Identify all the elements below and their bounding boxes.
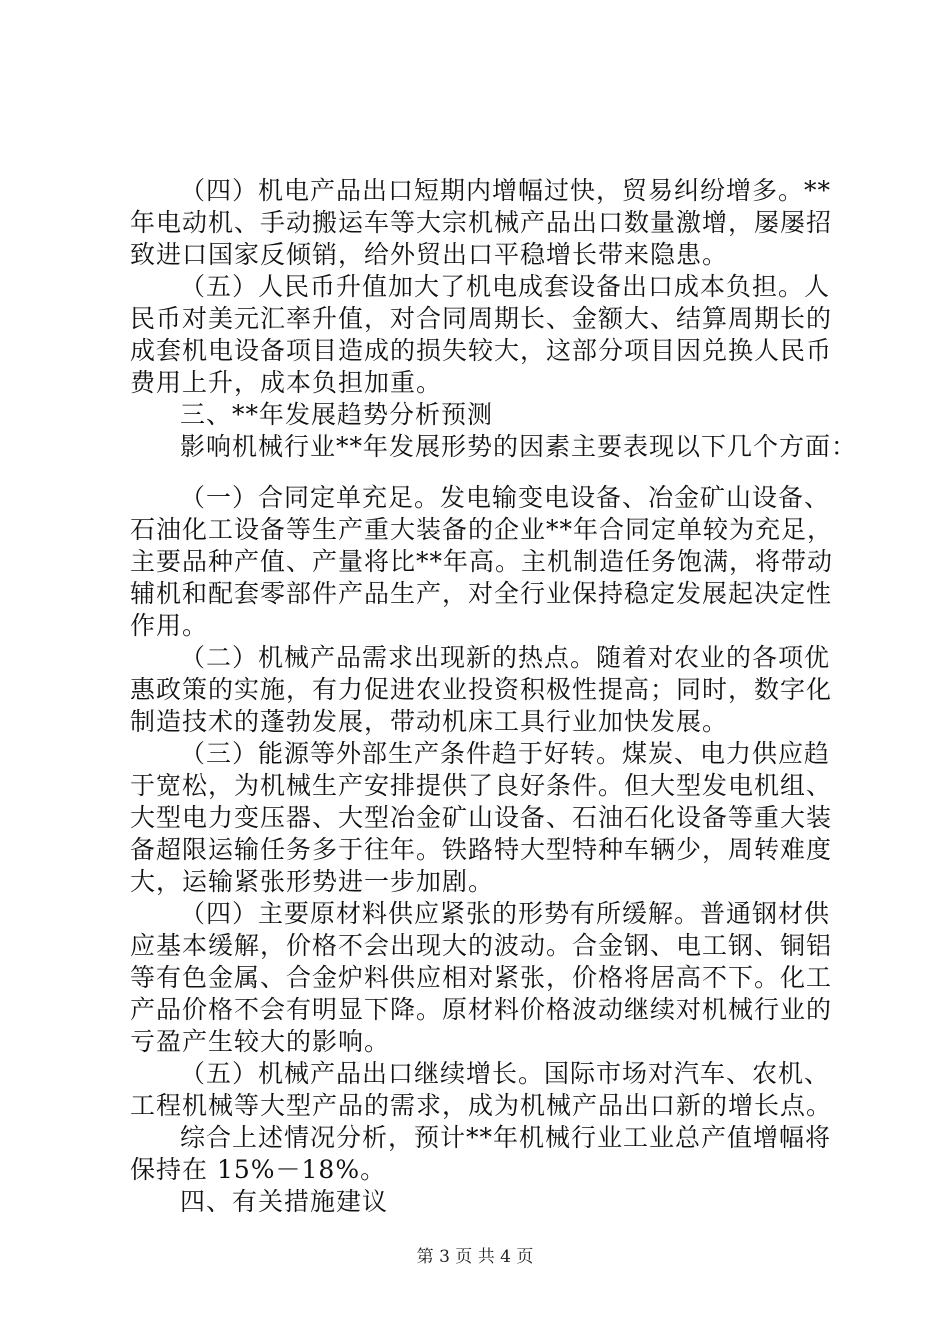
paragraph-line: 等有色金属、合金炉料供应相对紧张，价格将居高不下。化工 bbox=[130, 963, 833, 992]
paragraph-line: （二）机械产品需求出现新的热点。随着对农业的各项优 bbox=[180, 643, 831, 672]
paragraph-line: 备超限运输任务多于往年。铁路特大型特种车辆少，周转难度 bbox=[130, 835, 833, 864]
paragraph-line: 工程机械等大型产品的需求，成为机械产品出口新的增长点。 bbox=[130, 1091, 833, 1120]
paragraph-line: （一）合同定单充足。发电输变电设备、冶金矿山设备、 bbox=[180, 483, 831, 512]
paragraph-line: 惠政策的实施，有力促进农业投资积极性提高；同时，数字化 bbox=[130, 675, 833, 704]
page-footer: 第 3 页 共 4 页 bbox=[416, 1247, 534, 1267]
section-heading: 四、有关措施建议 bbox=[180, 1187, 389, 1216]
paragraph-line: 费用上升，成本负担加重。 bbox=[130, 368, 443, 397]
paragraph-line: 主要品种产值、产量将比**年高。主机制造任务饱满，将带动 bbox=[130, 547, 834, 576]
paragraph-line: 影响机械行业**年发展形势的因素主要表现以下几个方面： bbox=[180, 432, 858, 461]
paragraph-line: （四）机电产品出口短期内增幅过快，贸易纠纷增多。** bbox=[180, 176, 832, 205]
paragraph-line: 应基本缓解，价格不会出现大的波动。合金钢、电工钢、铜铝 bbox=[130, 931, 833, 960]
paragraph-line: 亏盈产生较大的影响。 bbox=[130, 1027, 391, 1056]
paragraph-line: 制造技术的蓬勃发展，带动机床工具行业加快发展。 bbox=[130, 707, 729, 736]
paragraph-line: 大，运输紧张形势进一步加剧。 bbox=[130, 867, 495, 896]
paragraph-line: 石油化工设备等生产重大装备的企业**年合同定单较为充足， bbox=[130, 515, 834, 544]
paragraph-line: 产品价格不会有明显下降。原材料价格波动继续对机械行业的 bbox=[130, 995, 833, 1024]
paragraph-line: （五）人民币升值加大了机电成套设备出口成本负担。人 bbox=[180, 272, 831, 301]
paragraph-line: 年电动机、手动搬运车等大宗机械产品出口数量激增，屡屡招 bbox=[130, 208, 833, 237]
paragraph-line: 辅机和配套零部件产品生产，对全行业保持稳定发展起决定性 bbox=[130, 579, 833, 608]
paragraph-line: 综合上述情况分析，预计**年机械行业工业总产值增幅将 bbox=[180, 1123, 832, 1152]
paragraph-line: （五）机械产品出口继续增长。国际市场对汽车、农机、 bbox=[180, 1059, 831, 1088]
paragraph-line: （四）主要原材料供应紧张的形势有所缓解。普通钢材供 bbox=[180, 899, 831, 928]
paragraph-line: （三）能源等外部生产条件趋于好转。煤炭、电力供应趋 bbox=[180, 739, 831, 768]
paragraph-line: 成套机电设备项目造成的损失较大，这部分项目因兑换人民币 bbox=[130, 336, 833, 365]
section-heading: 三、**年发展趋势分析预测 bbox=[180, 400, 494, 429]
paragraph-line: 保持在 15%－18%。 bbox=[130, 1155, 387, 1184]
paragraph-line: 作用。 bbox=[130, 611, 209, 640]
paragraph-line: 大型电力变压器、大型冶金矿山设备、石油石化设备等重大装 bbox=[130, 803, 833, 832]
paragraph-line: 致进口国家反倾销，给外贸出口平稳增长带来隐患。 bbox=[130, 240, 729, 269]
paragraph-line: 于宽松，为机械生产安排提供了良好条件。但大型发电机组、 bbox=[130, 771, 833, 800]
paragraph-line: 民币对美元汇率升值，对合同周期长、金额大、结算周期长的 bbox=[130, 304, 833, 333]
